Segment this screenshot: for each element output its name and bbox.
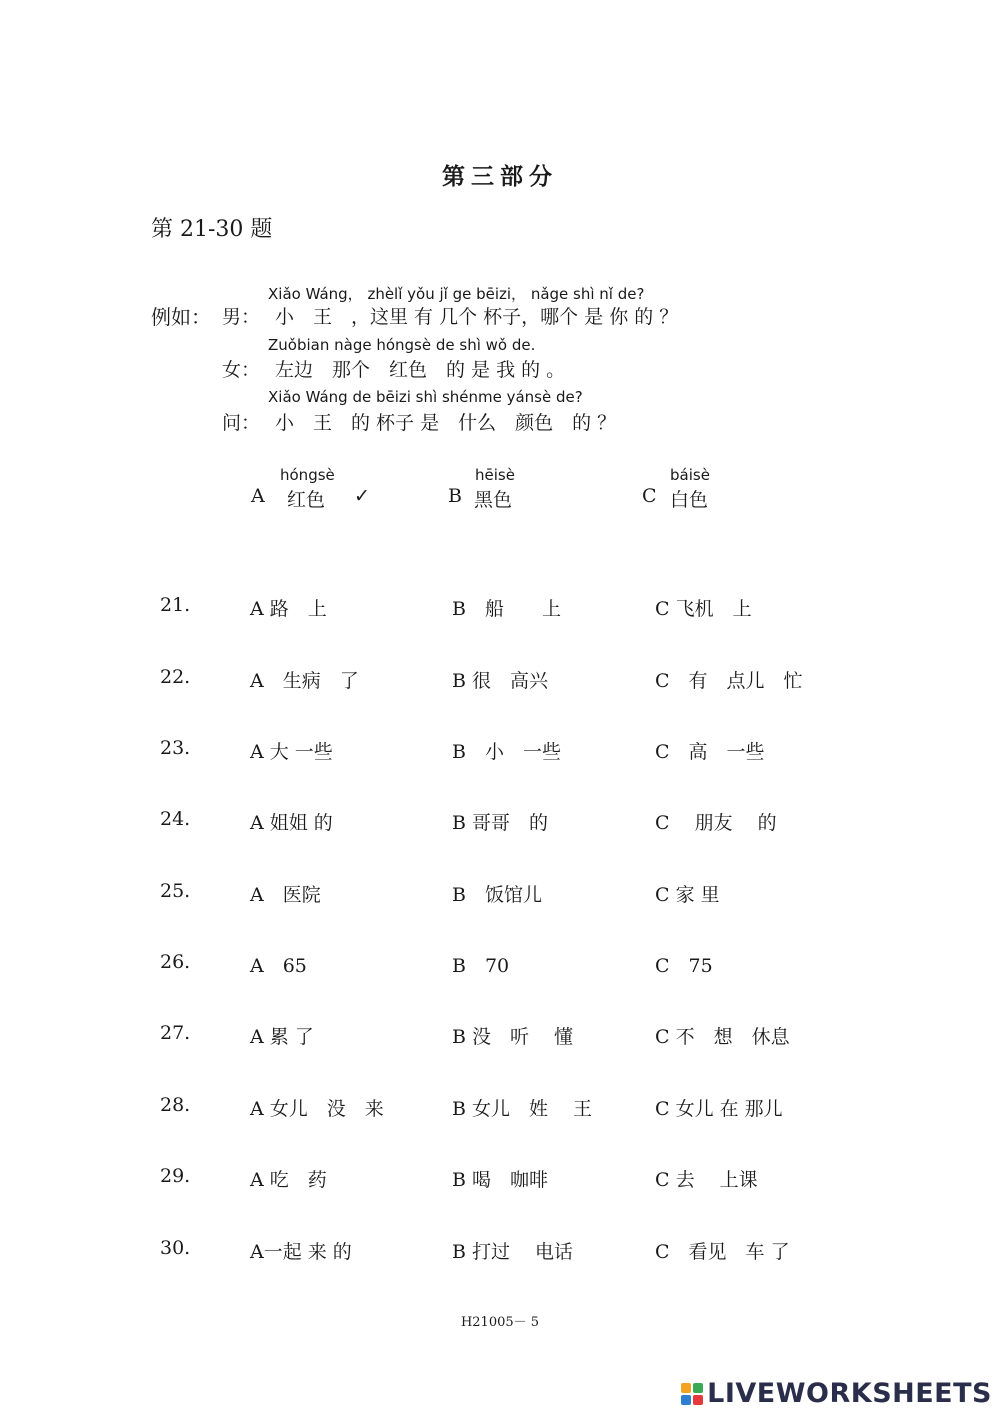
- option-c[interactable]: C 不 想 休息: [655, 1026, 790, 1048]
- pinyin-line: Zuǒbian nàge hóngsè de shì wǒ de.: [268, 336, 536, 354]
- liveworksheets-logo: [681, 1378, 992, 1409]
- option-b[interactable]: B 喝 咖啡: [452, 1169, 549, 1191]
- option-c[interactable]: C 有 点儿 忙: [655, 670, 803, 692]
- option-text: 黑色: [474, 489, 513, 511]
- option-c[interactable]: C 女儿 在 那儿: [655, 1098, 783, 1120]
- option-a[interactable]: A 65: [250, 955, 307, 977]
- dialogue-line: 小 王 的 杯子 是 什么 颜色 的 ？: [275, 412, 617, 434]
- option-a[interactable]: A 吃 药: [250, 1169, 327, 1191]
- option-c[interactable]: C 高 一些: [655, 741, 765, 763]
- option-b[interactable]: B 没 听 懂: [452, 1026, 574, 1048]
- option-letter: B: [448, 485, 462, 507]
- dialogue-line: 左边 那个 红色 的 是 我 的 。: [275, 359, 566, 381]
- example-label: 例如：: [151, 305, 211, 329]
- option-c[interactable]: C 去 上课: [655, 1169, 758, 1191]
- option-text: 白色: [670, 489, 709, 511]
- speaker-label: 女：: [222, 359, 261, 381]
- section-title: 第三部分: [442, 163, 558, 190]
- option-b[interactable]: B 打过 电话: [452, 1241, 574, 1263]
- question-number: 24.: [160, 808, 191, 830]
- option-pinyin: hóngsè: [280, 466, 335, 484]
- option-c[interactable]: C 75: [655, 955, 713, 977]
- pinyin-line: Xiǎo Wáng， zhèlǐ yǒu jǐ ge bēizi， nǎge shì nǐ de?: [268, 285, 645, 303]
- checkmark-icon: ✓: [354, 485, 370, 507]
- option-b[interactable]: B 小 一些: [452, 741, 561, 763]
- option-pinyin: hēisè: [475, 466, 515, 484]
- question-number: 25.: [160, 880, 191, 902]
- option-b[interactable]: B 船 上: [452, 598, 561, 620]
- option-a[interactable]: A 路 上: [250, 598, 327, 620]
- question-number: 30.: [160, 1237, 191, 1259]
- speaker-label: 男：: [222, 306, 261, 328]
- option-c[interactable]: C 家 里: [655, 884, 720, 906]
- question-number: 26.: [160, 951, 191, 973]
- question-number: 21.: [160, 594, 191, 616]
- option-letter: A: [251, 485, 265, 507]
- question-number: 22.: [160, 666, 191, 688]
- logo-grid-icon: [681, 1383, 703, 1405]
- option-a[interactable]: A 生病 了: [250, 670, 359, 692]
- dialogue-line: 小 王 ，这里 有 几个 杯子，哪个 是 你 的 ？: [275, 306, 679, 328]
- option-a[interactable]: A 累 了: [250, 1026, 314, 1048]
- option-b[interactable]: B 哥哥 的: [452, 812, 549, 834]
- question-number: 29.: [160, 1165, 191, 1187]
- option-letter: C: [642, 485, 657, 507]
- question-number: 27.: [160, 1022, 191, 1044]
- option-b[interactable]: B 女儿 姓 王: [452, 1098, 593, 1120]
- option-a[interactable]: A 大 一些: [250, 741, 333, 763]
- logo-wordmark: LIVEWORKSHEETS: [707, 1378, 992, 1409]
- option-c[interactable]: C 飞机 上: [655, 598, 752, 620]
- option-a[interactable]: A 女儿 没 来: [250, 1098, 384, 1120]
- option-a[interactable]: A 医院: [250, 884, 321, 906]
- question-number: 23.: [160, 737, 191, 759]
- option-pinyin: báisè: [670, 466, 710, 484]
- option-b[interactable]: B 很 高兴: [452, 670, 549, 692]
- option-c[interactable]: C 看见 车 了: [655, 1241, 790, 1263]
- question-range: 第 21-30 题: [151, 217, 273, 242]
- option-b[interactable]: B 饭馆儿: [452, 884, 542, 906]
- option-text: 红色: [287, 489, 326, 511]
- option-b[interactable]: B 70: [452, 955, 510, 977]
- option-c[interactable]: C 朋友 的: [655, 812, 777, 834]
- speaker-label: 问：: [222, 412, 261, 434]
- page-code: H21005－ 5: [460, 1315, 540, 1330]
- option-a[interactable]: A一起 来 的: [250, 1241, 352, 1263]
- option-a[interactable]: A 姐姐 的: [250, 812, 333, 834]
- question-number: 28.: [160, 1094, 191, 1116]
- pinyin-line: Xiǎo Wáng de bēizi shì shénme yánsè de?: [268, 388, 583, 406]
